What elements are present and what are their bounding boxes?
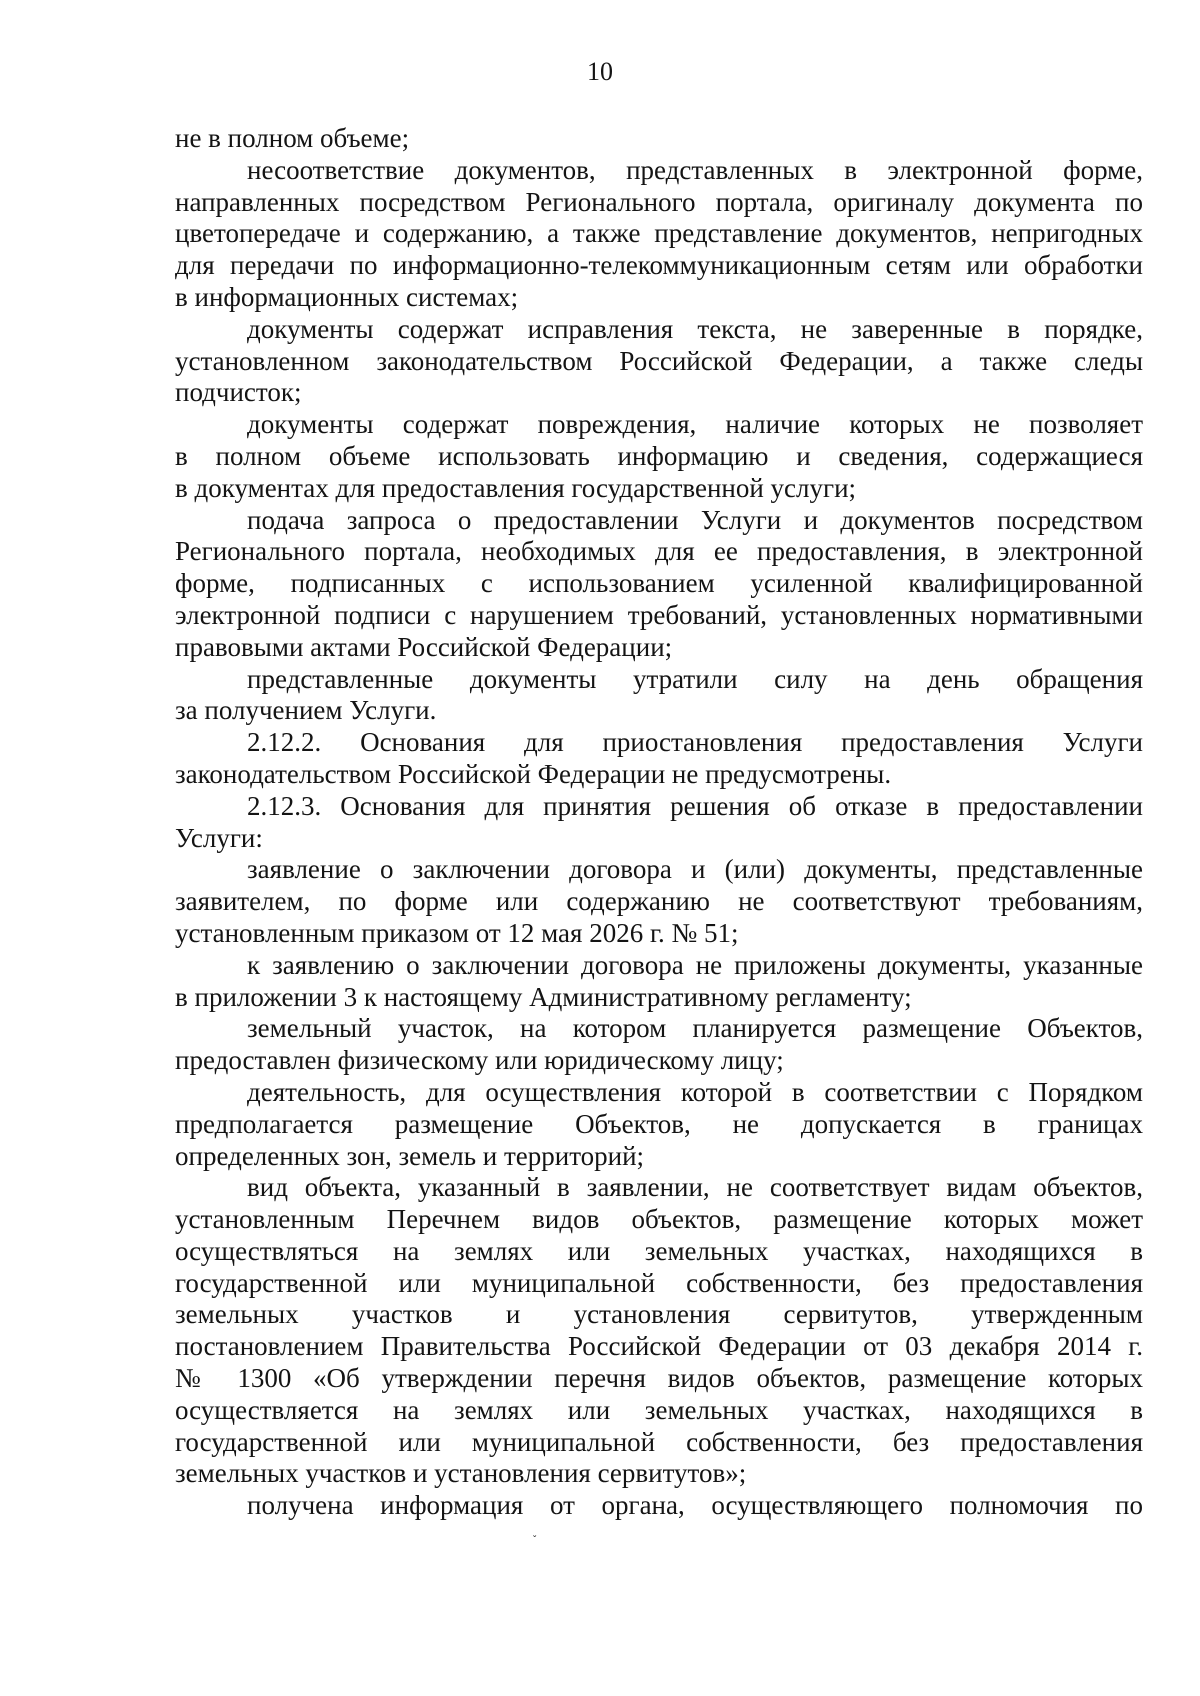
text-line: деятельность, для осуществления которой в соответствии с Порядком <box>247 1076 1143 1107</box>
text-line: 2.12.3. Основания для принятия решения об отказе в предоставлении <box>247 790 1143 821</box>
text-line: государственной или муниципальной собственности, без предоставления <box>175 1426 1143 1457</box>
text-line: цветопередаче и содержанию, а также представление документов, непригодных <box>175 218 1143 249</box>
text-line: установленным Перечнем видов объектов, размещение которых может <box>175 1204 1143 1235</box>
text-line: подчисток; <box>175 377 302 408</box>
text-line: заявителем, по форме или содержанию не соответствуют требованиям, <box>175 886 1143 917</box>
text-line: в информационных системах; <box>175 281 519 312</box>
text-line: установленным приказом от 12 мая 2026 г. № 51; <box>175 917 739 948</box>
text-line: земельных участков и установления сервитутов, утвержденным <box>175 1299 1143 1330</box>
text-line: 2.12.2. Основания для приостановления предоставления Услуги <box>247 727 1143 758</box>
text-line: государственной или муниципальной собственности, без предоставления <box>175 1267 1143 1298</box>
document-body <box>175 123 1143 1522</box>
text-line: земельных участков и установления сервитутов»; <box>175 1458 747 1489</box>
text-line: представленные документы утратили силу на день обращения <box>247 663 1143 694</box>
text-line: за получением Услуги. <box>175 695 437 726</box>
text-line: подача запроса о предоставлении Услуги и документов посредством <box>247 504 1143 535</box>
text-line: постановлением Правительства Российской Федерации от 03 декабря 2014 г. <box>175 1331 1143 1362</box>
text-line: документы содержат повреждения, наличие которых не позволяет <box>247 409 1143 440</box>
text-line: осуществляться на землях или земельных участках, находящихся в <box>175 1235 1143 1266</box>
text-line: к заявлению о заключении договора не приложены документы, указанные <box>247 949 1143 980</box>
text-line: электронной подписи с нарушением требований, установленных нормативными <box>175 599 1143 630</box>
text-line: Регионального портала, необходимых для ее предоставления, в электронной <box>175 536 1143 567</box>
text-line: направленных посредством Регионального портала, оригиналу документа по <box>175 186 1143 217</box>
text-line: заявление о заключении договора и (или) документы, представленные <box>247 854 1143 885</box>
text-line: определенных зон, земель и территорий; <box>175 1140 645 1171</box>
text-line: вид объекта, указанный в заявлении, не соответствует видам объектов, <box>247 1172 1143 1203</box>
text-line: законодательством Российской Федерации не предусмотрены. <box>175 758 892 789</box>
page-number: 10 <box>587 57 613 86</box>
text-line: форме, подписанных с использованием усиленной квалифицированной <box>175 568 1143 599</box>
text-line: в документах для предоставления государственной услуги; <box>175 472 857 503</box>
text-line: несоответствие документов, представленных в электронной форме, <box>247 154 1143 185</box>
text-line: правовыми актами Российской Федерации; <box>175 631 673 662</box>
text-line: в приложении 3 к настоящему Административному регламенту; <box>175 981 912 1012</box>
text-line: Услуги: <box>175 822 263 853</box>
text-line: для передачи по информационно-телекоммуникационным сетям или обработки <box>175 250 1143 281</box>
text-line: предоставлен физическому или юридическому лицу; <box>175 1045 784 1076</box>
scan-artifact-mark: ˯ <box>532 1521 538 1538</box>
text-line: № 1300 «Об утверждении перечня видов объектов, размещение которых <box>175 1363 1143 1394</box>
text-line: земельный участок, на котором планируется размещение Объектов, <box>247 1013 1143 1044</box>
text-line: документы содержат исправления текста, не заверенные в порядке, <box>247 313 1143 344</box>
text-line: предполагается размещение Объектов, не допускается в границах <box>175 1108 1143 1139</box>
text-line: получена информация от органа, осуществляющего полномочия по <box>247 1490 1143 1521</box>
text-line: в полном объеме использовать информацию и сведения, содержащиеся <box>175 440 1143 471</box>
text-line: не в полном объеме; <box>175 123 410 153</box>
text-line: установленном законодательством Российской Федерации, а также следы <box>175 345 1143 376</box>
text-line: осуществляется на землях или земельных участках, находящихся в <box>175 1394 1143 1425</box>
